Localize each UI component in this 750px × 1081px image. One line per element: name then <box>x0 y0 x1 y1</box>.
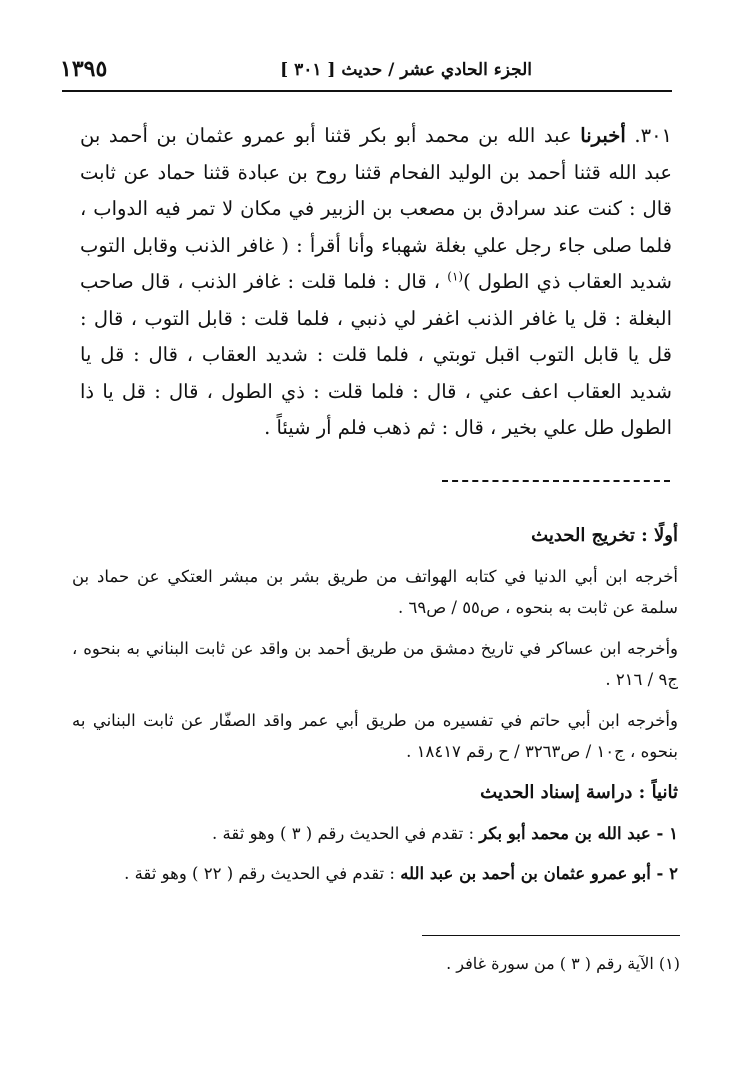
takhrij-paragraph: أخرجه ابن أبي الدنيا في كتابه الهواتف من طريق بشر بن مبشر العتكي عن حماد بن سلمة عن ثابت به بنحوه ، ص٥٥ / ص٦٩ . <box>72 567 678 617</box>
section-divider <box>442 480 670 482</box>
header-rule <box>62 90 672 92</box>
narrator-item <box>72 818 678 849</box>
footnote-rule <box>422 935 680 936</box>
takhrij-paragraph: وأخرجه ابن عساكر في تاريخ دمشق من طريق أحمد بن واقد عن ثابت البناني به بنحوه ، ج٩ / ٢١٦ . <box>72 639 678 689</box>
hadith-lead: أخبرنا <box>580 124 626 147</box>
takhrij-paragraph: وأخرجه ابن أبي حاتم في تفسيره من طريق أبي عمر واقد الصفّار عن ثابت البناني به بنحوه ، ج١٠ / ص٣٢٦٣ / ح رقم ١٨٤١٧ . <box>72 711 678 761</box>
hadith-body-continued: ، قال : فلما قلت : غافر الذنب ، قال صاحب البغلة : قل يا غافر الذنب اغفر لي ذنبي ، فلما قلت : قابل التوب ، قال : قل يا قابل التوب اقبل توبتي ، فلما قلت : شديد العقاب ، قال : قل يا شديد العقاب اعف عني ، قال : فلما قلت : ذي الطول ، قال : قل يا ذا الطول طل علي بخير ، قال : ثم ذهب فلم أر شيئاً . <box>80 270 672 439</box>
narrator-name: ١ - عبد الله بن محمد أبو بكر <box>479 824 678 843</box>
narrator-name: ٢ - أبو عمرو عثمان بن أحمد بن عبد الله <box>400 864 678 883</box>
hadith-body: عبد الله بن محمد أبو بكر قثنا أبو عمرو عثمان بن أحمد بن عبد الله قثنا أحمد بن الوليد الفحام قثنا روح بن عبادة قثنا حماد عن ثابت قال : كنت عند سرادق بن مصعب بن الزبير في مكان لا تمر فيه الدواب ، فلما صلى جاء رجل علي بغلة شهباء وأنا أقرأ : ( غافر الذنب وقابل التوب شديد العقاب ذي الطول ) <box>80 124 672 293</box>
hadith-text <box>80 118 672 447</box>
footnote-reference[interactable]: (١) <box>447 269 464 284</box>
takhrij-heading: أولًا : تخريج الحديث <box>531 525 678 546</box>
running-title: الجزء الحادي عشر / حديث [ ٣٠١ ] <box>280 60 532 80</box>
commentary <box>72 520 678 898</box>
footnote: (١) الآية رقم ( ٣ ) من سورة غافر . <box>446 954 680 973</box>
hadith-number: ٣٠١. <box>634 124 673 147</box>
narrator-note: : تقدم في الحديث رقم ( ٣ ) وهو ثقة . <box>212 824 475 843</box>
page-header <box>62 56 672 86</box>
narrator-item <box>72 858 678 889</box>
narrator-note: : تقدم في الحديث رقم ( ٢٢ ) وهو ثقة . <box>124 864 395 883</box>
page-number: ١٣٩٥ <box>60 56 108 82</box>
isnad-heading: ثانياً : دراسة إسناد الحديث <box>480 782 678 803</box>
